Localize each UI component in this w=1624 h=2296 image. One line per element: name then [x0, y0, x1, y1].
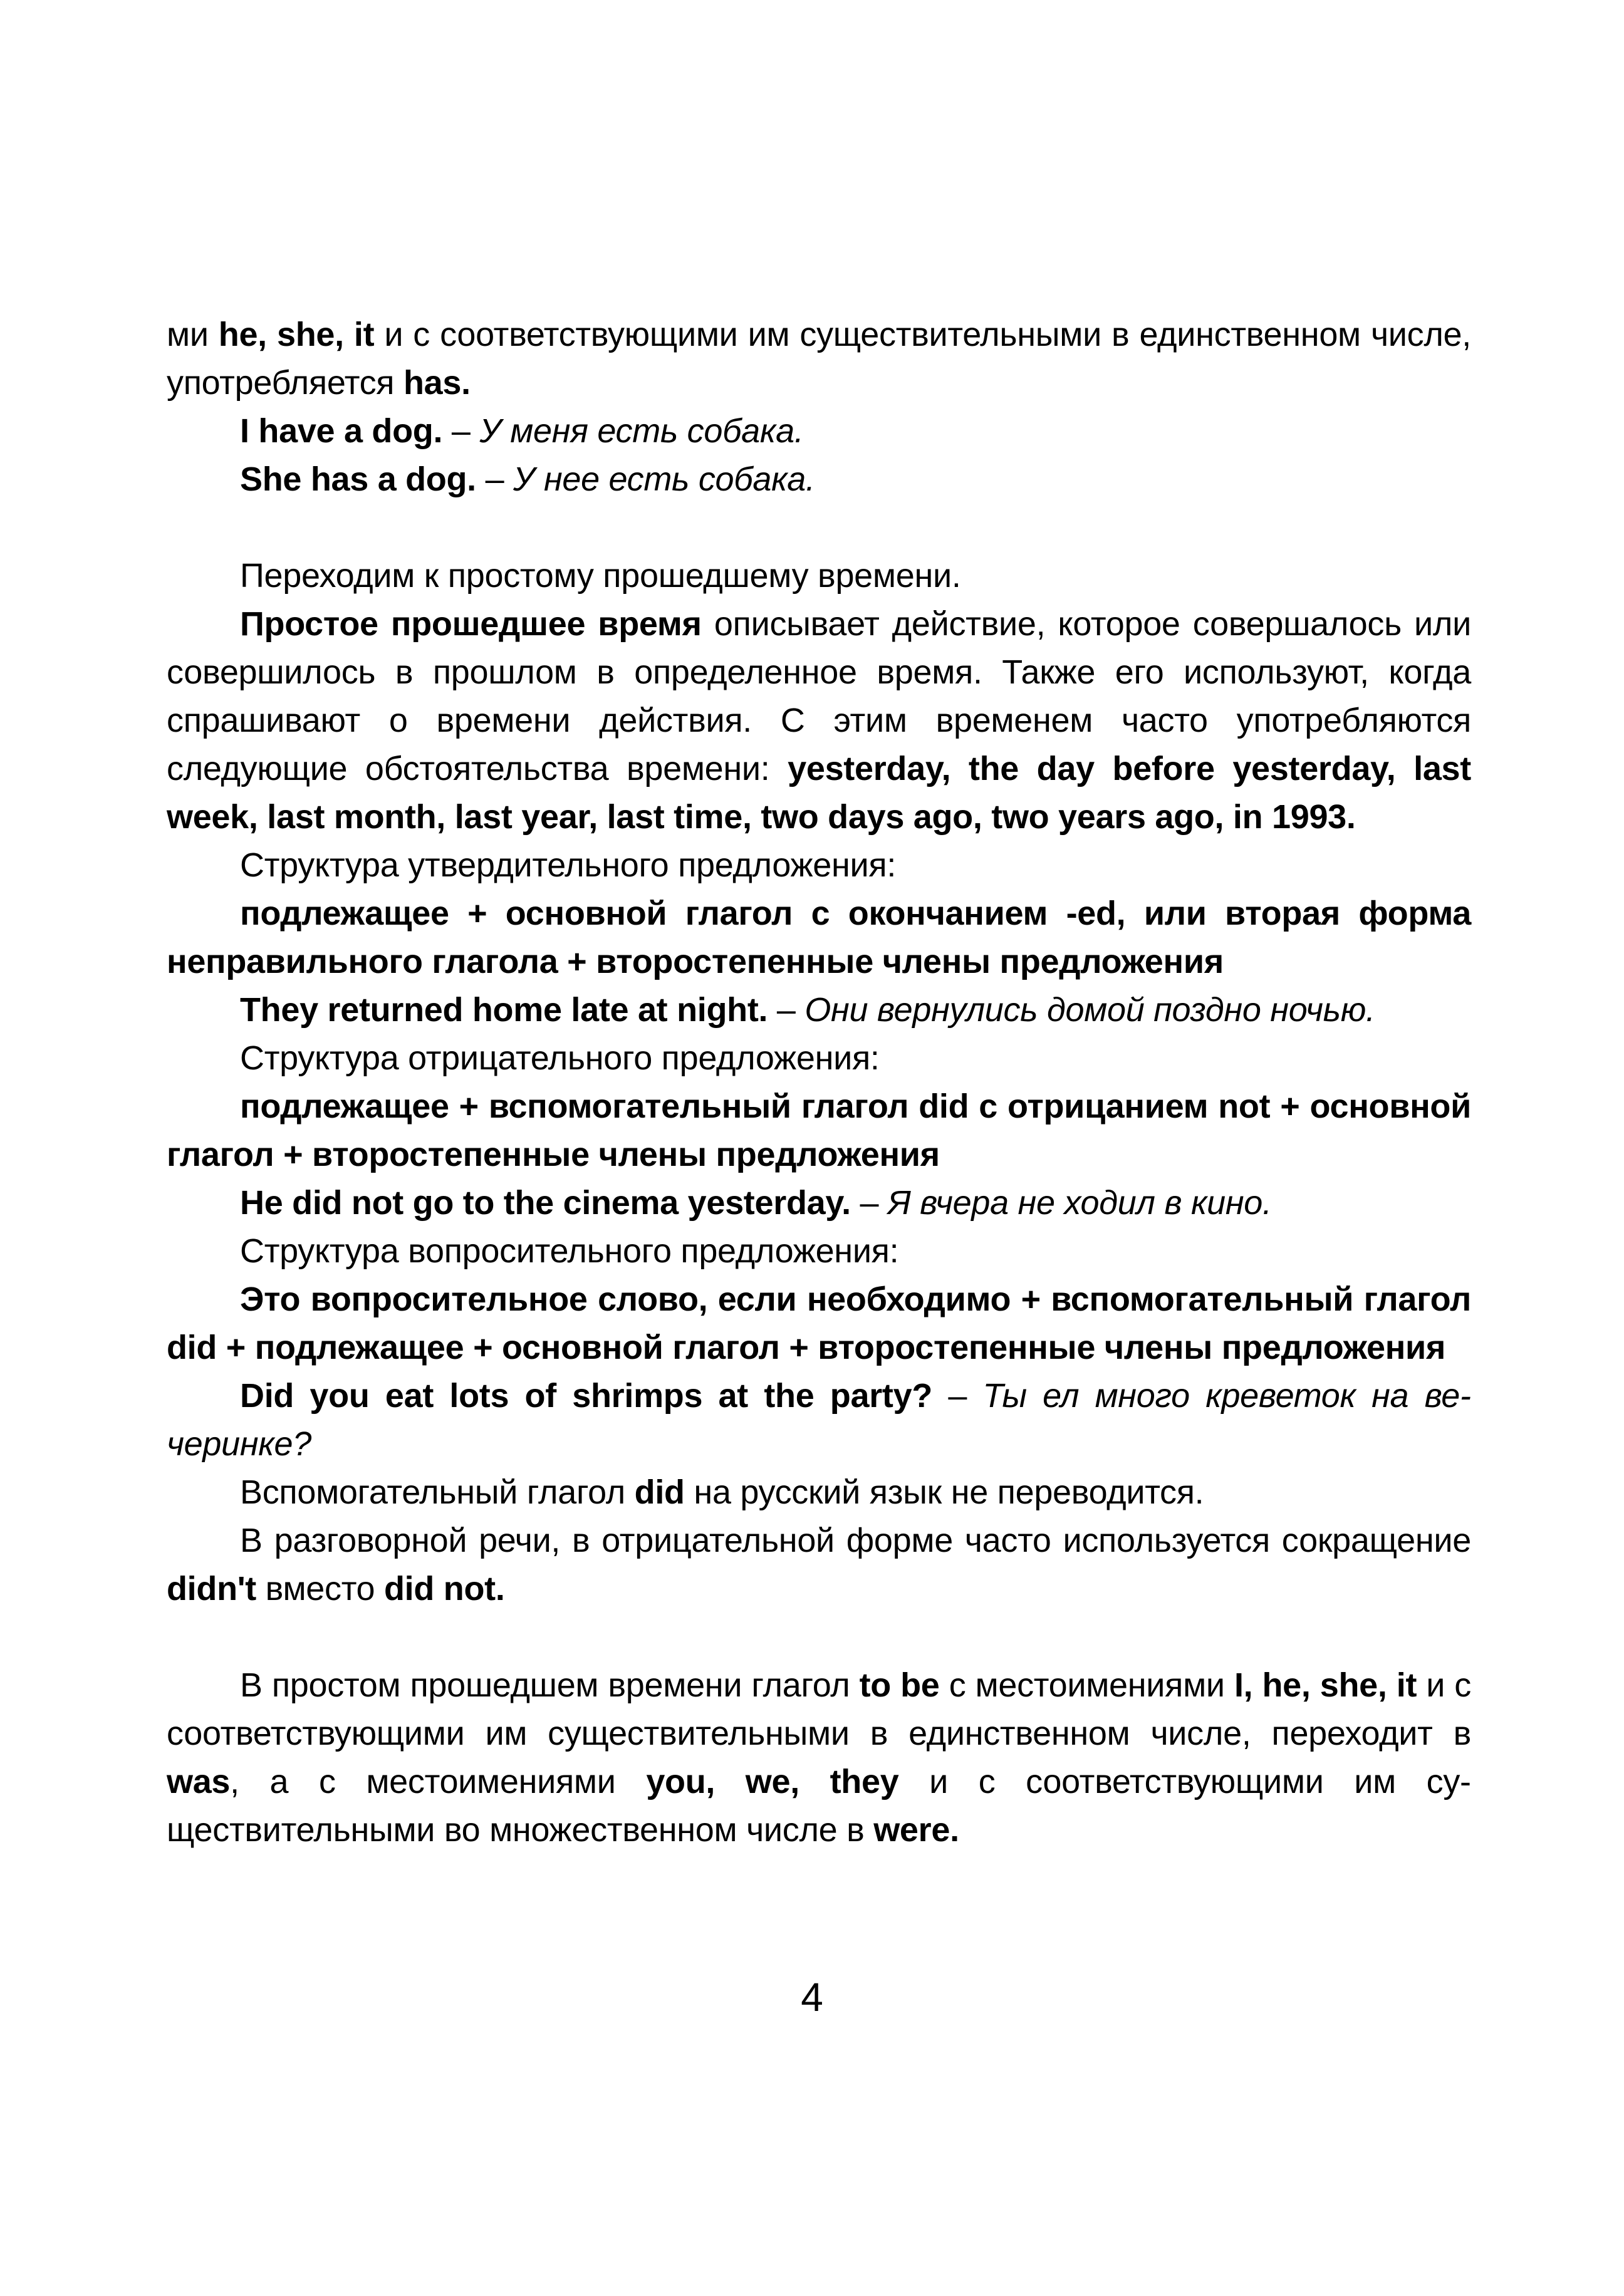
bold-text: didn't — [167, 1570, 256, 1608]
page-number: 4 — [801, 1975, 823, 2020]
bold-text: he, she, it — [218, 316, 375, 353]
bold-text: подлежащее + основной глагол с окончанием -ed, или вторая форма неправильного глагола + второстепенные члены предложения — [167, 895, 1471, 980]
text-run: ми — [167, 316, 219, 353]
bold-text: Простое прошедшее время — [240, 605, 702, 643]
text-run: Переходим к простому прошедшему времени. — [240, 557, 961, 595]
bold-text: you, we, they — [646, 1763, 899, 1800]
page-body — [167, 311, 1471, 1854]
bold-text: They returned home late at night. — [240, 991, 768, 1029]
text-run: и с соответствующими им существительными в единственном числе, переходит в — [167, 1666, 1471, 1752]
paragraph-p2 — [167, 407, 1471, 455]
paragraph-p5 — [167, 600, 1471, 841]
bold-text: yesterday, the day before yesterday, last week, last month, last year, last time, two days ago, two years ago, in 1993. — [167, 750, 1471, 836]
bold-text: подлежащее + вспомогательный глагол did с отрицанием not + основной глагол + второстепенные члены предложения — [167, 1088, 1471, 1173]
text-run: и с соответствующими им существительными в единственном числе, употребляется — [167, 316, 1471, 402]
bold-text: Это вопросительное слово, если необходимо + вспомогательный глагол did + подлежащее + основной глагол + второстепенные члены предложения — [167, 1280, 1471, 1366]
text-run: описывает действие, которое совершалось или совершилось в прошлом в определенное время. Также его используют, когда спрашивают о времени действия. С этим временем часто употребляются следующие обстоятельства времени: — [167, 605, 1471, 787]
text-run: – — [768, 991, 805, 1029]
paragraph-p7 — [167, 890, 1471, 986]
text-run: с местоимениями — [939, 1666, 1234, 1704]
paragraph-p4 — [167, 552, 1471, 600]
text-run: – — [442, 412, 480, 450]
paragraph-p14 — [167, 1372, 1471, 1468]
bold-text: did — [634, 1473, 685, 1511]
text-run: – — [932, 1377, 983, 1415]
paragraph-p3 — [167, 455, 1471, 504]
italic-translation: Они вернулись домой поздно ночью. — [804, 991, 1375, 1029]
bold-text: He did not go to the cinema yesterday. — [240, 1184, 851, 1222]
text-run: Структура вопросительного предложения: — [240, 1232, 899, 1270]
bold-text: Did you eat lots of shrimps at the party? — [240, 1377, 933, 1415]
paragraph-p6 — [167, 841, 1471, 890]
bold-text: were. — [873, 1811, 959, 1849]
paragraph-p8 — [167, 986, 1471, 1034]
paragraph-p15 — [167, 1468, 1471, 1517]
paragraph-p16 — [167, 1517, 1471, 1613]
bold-text: did not. — [384, 1570, 505, 1608]
text-run: – — [476, 460, 514, 498]
bold-text: She has a dog. — [240, 460, 476, 498]
italic-translation: У нее есть собака. — [513, 460, 815, 498]
text-run: В разговорной речи, в отрицательной форме часто используется сокращение — [240, 1522, 1471, 1559]
italic-translation: Я вчера не ходил в кино. — [887, 1184, 1272, 1222]
paragraph-p11 — [167, 1179, 1471, 1227]
text-run: и с соответствующими им существительными во множественном числе в — [167, 1763, 1472, 1849]
paragraph-p9 — [167, 1034, 1471, 1083]
bold-text: was — [167, 1763, 231, 1800]
paragraph-p10 — [167, 1083, 1471, 1179]
italic-translation: У меня есть собака. — [479, 412, 804, 450]
text-run: на русский язык не переводится. — [684, 1473, 1204, 1511]
bold-text: I, he, she, it — [1234, 1666, 1417, 1704]
italic-translation: Ты ел много креветок на вечеринке? — [167, 1377, 1471, 1463]
text-run: , а с местоимениями — [230, 1763, 647, 1800]
text-run: В простом прошедшем времени глагол — [240, 1666, 860, 1704]
text-run: Структура утвердительного предложения: — [240, 846, 897, 884]
text-run: вместо — [256, 1570, 384, 1608]
paragraph-p12 — [167, 1227, 1471, 1275]
bold-text: to be — [859, 1666, 940, 1704]
text-run: – — [850, 1184, 888, 1222]
text-run: Вспомогательный глагол — [240, 1473, 635, 1511]
paragraph-p13 — [167, 1275, 1471, 1372]
paragraph-p1 — [167, 311, 1471, 407]
bold-text: has. — [403, 364, 471, 402]
paragraph-p17 — [167, 1661, 1471, 1854]
text-run: Структура отрицательного предложения: — [240, 1039, 880, 1077]
bold-text: I have a dog. — [240, 412, 443, 450]
